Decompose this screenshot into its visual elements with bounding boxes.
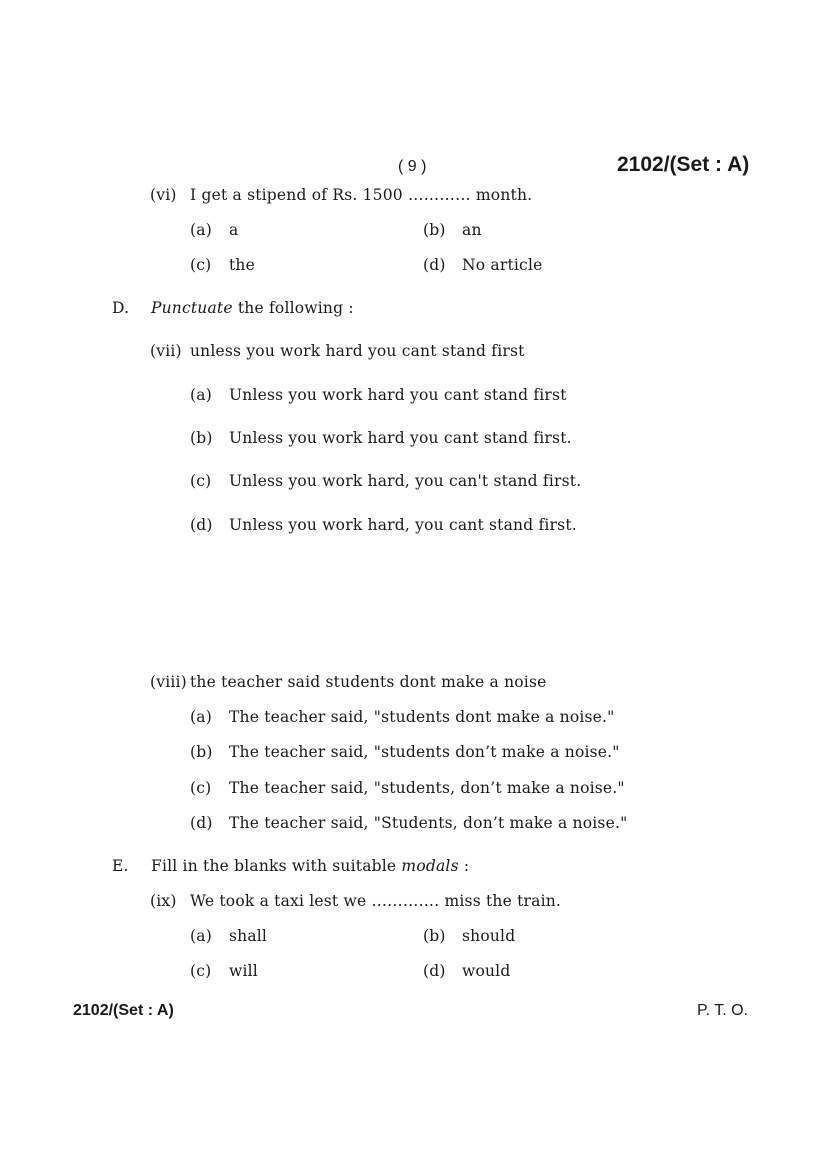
option-text: a: [229, 221, 239, 239]
option-label: (d): [423, 256, 446, 274]
section-d-instruction-rest: the following :: [232, 299, 354, 317]
option-text: No article: [462, 256, 543, 274]
option-label: (d): [190, 516, 213, 534]
option-label: (b): [190, 429, 213, 447]
option-label: (a): [190, 927, 212, 945]
option-text: The teacher said, "Students, don’t make a noise.": [229, 814, 628, 832]
paper-code-footer: 2102/(Set : A): [73, 1002, 174, 1019]
option-text: shall: [229, 927, 268, 945]
option-text: Unless you work hard you cant stand first: [229, 386, 567, 404]
pto-label: P. T. O.: [697, 1002, 748, 1019]
option-text: The teacher said, "students, don’t make a noise.": [229, 779, 625, 797]
question-vii-text: unless you work hard you cant stand first: [190, 342, 525, 360]
option-label: (b): [190, 743, 213, 761]
page-number: ( 9 ): [398, 158, 427, 175]
option-text: Unless you work hard, you cant stand first.: [229, 516, 577, 534]
option-label: (d): [423, 962, 446, 980]
section-e-instruction-pre: Fill in the blanks with suitable: [151, 857, 402, 875]
section-e-instruction: [151, 857, 469, 875]
question-viii-text: the teacher said students dont make a noise: [190, 673, 547, 691]
option-text: Unless you work hard you cant stand first.: [229, 429, 572, 447]
section-e-instruction-emphasis: modals: [401, 857, 459, 875]
paper-code-header: 2102/(Set : A): [617, 153, 750, 176]
section-e-instruction-post: :: [458, 857, 470, 875]
option-text: Unless you work hard, you can't stand first.: [229, 472, 582, 490]
option-text: The teacher said, "students don’t make a noise.": [229, 743, 620, 761]
question-vii-number: (vii): [150, 342, 182, 360]
option-text: the: [229, 256, 255, 274]
option-label: (b): [423, 927, 446, 945]
option-label: (a): [190, 708, 212, 726]
option-label: (c): [190, 962, 212, 980]
option-text: should: [462, 927, 516, 945]
option-text: will: [229, 962, 258, 980]
option-label: (a): [190, 386, 212, 404]
question-ix-text: We took a taxi lest we …………. miss the train.: [190, 892, 562, 910]
option-label: (a): [190, 221, 212, 239]
option-label: (d): [190, 814, 213, 832]
question-viii-number: (viii): [150, 673, 187, 691]
option-text: an: [462, 221, 482, 239]
section-d-instruction: [151, 299, 354, 317]
question-vi-number: (vi): [150, 186, 177, 204]
option-text: The teacher said, "students dont make a noise.": [229, 708, 615, 726]
section-d-instruction-emphasis: Punctuate: [151, 299, 233, 317]
question-vi-text: I get a stipend of Rs. 1500 ………… month.: [190, 186, 533, 204]
section-d-letter: D.: [112, 299, 130, 317]
option-label: (c): [190, 779, 212, 797]
option-text: would: [462, 962, 511, 980]
option-label: (c): [190, 256, 212, 274]
option-label: (b): [423, 221, 446, 239]
question-ix-number: (ix): [150, 892, 177, 910]
section-e-letter: E.: [112, 857, 129, 875]
option-label: (c): [190, 472, 212, 490]
